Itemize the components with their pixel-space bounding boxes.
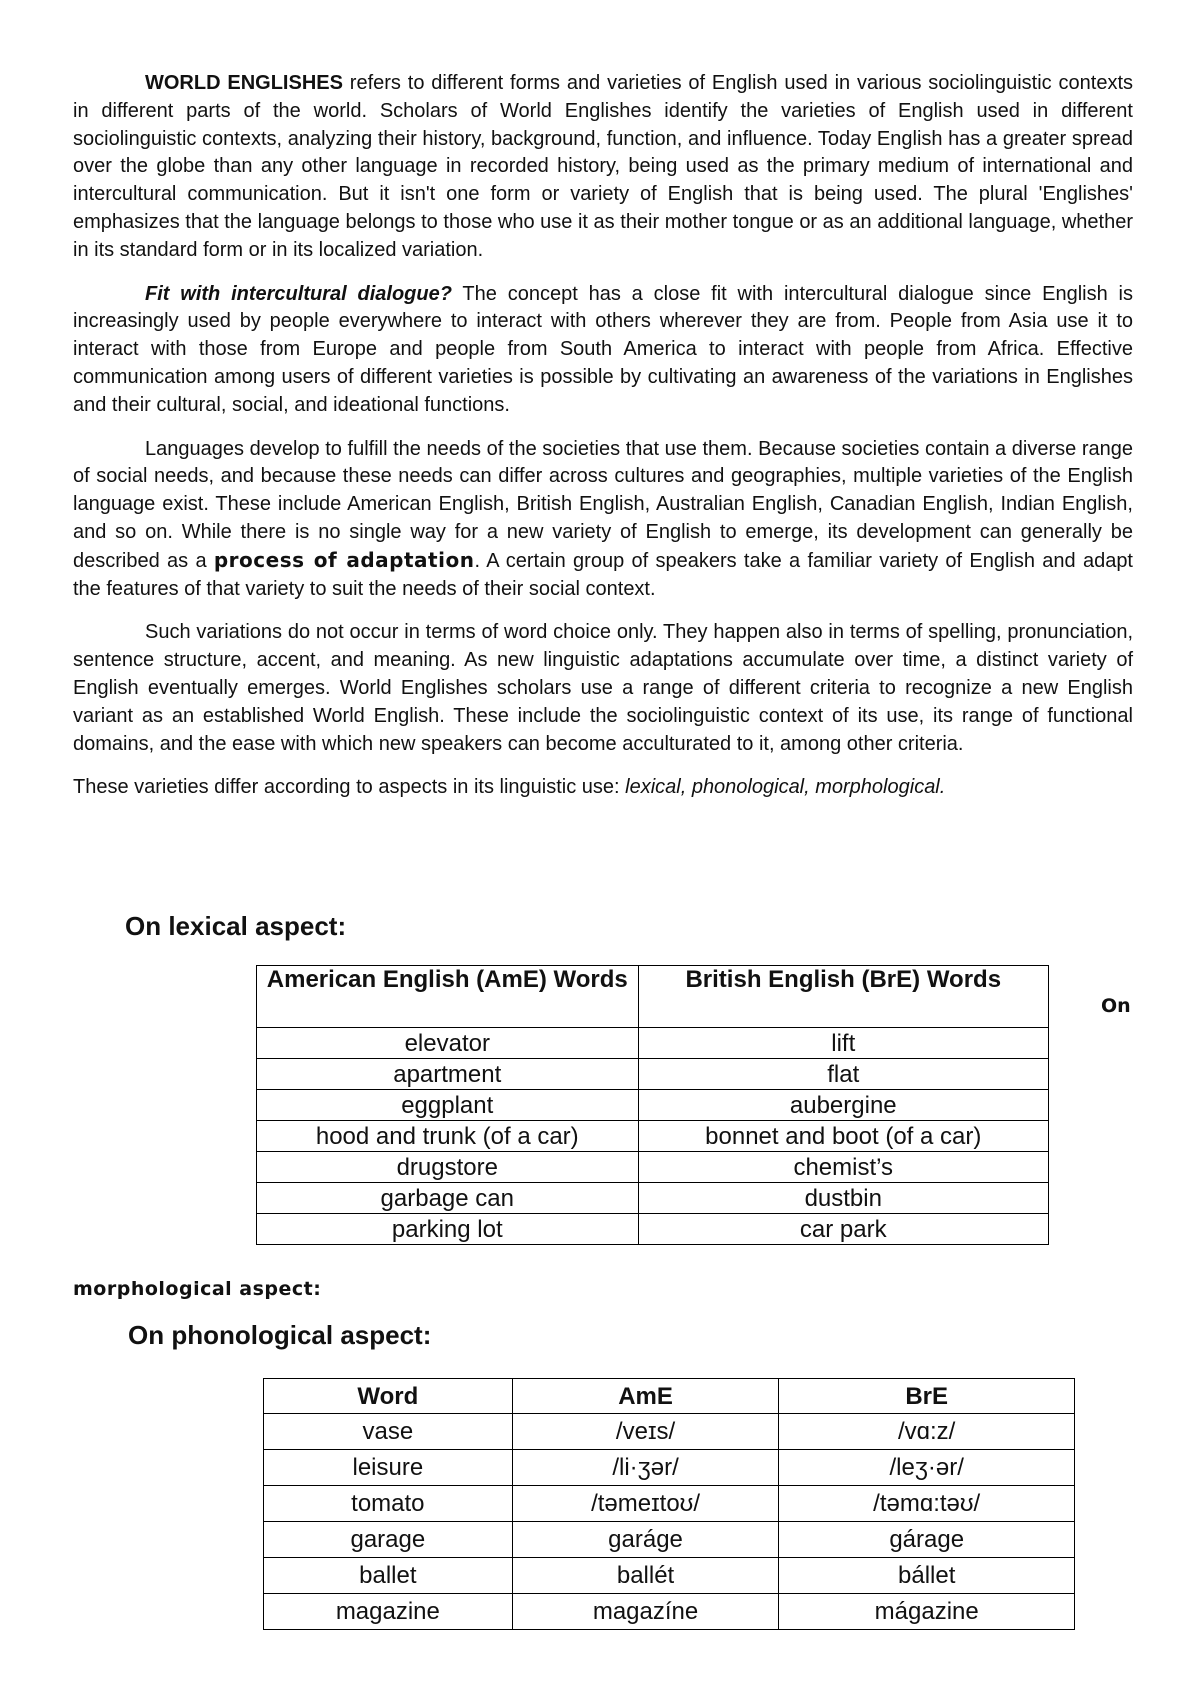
table-row [257, 1183, 1049, 1214]
table-row [264, 1450, 1075, 1486]
term-process-of-adaptation: process of adaptation [213, 547, 475, 572]
bre-word: aubergine [638, 1090, 1048, 1121]
table-row [257, 1121, 1049, 1152]
table-row [257, 1059, 1049, 1090]
ame-pronunciation: ballét [512, 1558, 779, 1594]
aspects-list: lexical, phonological, morphological. [625, 776, 946, 799]
ame-pronunciation: /li·ʒər/ [512, 1450, 779, 1486]
bre-word: lift [638, 1028, 1048, 1059]
bre-word: flat [638, 1059, 1048, 1090]
lexical-header-row [257, 966, 1049, 1028]
lexical-heading: On lexical aspect: [125, 911, 347, 941]
stray-on-label: On [1101, 995, 1131, 1017]
ame-pronunciation: garáge [512, 1522, 779, 1558]
table-row [257, 1028, 1049, 1059]
ame-word: eggplant [257, 1090, 639, 1121]
word-cell: tomato [264, 1486, 513, 1522]
ame-word: parking lot [257, 1214, 639, 1245]
paragraph-adaptation [73, 436, 1133, 604]
lexical-header-ame: American English (AmE) Words [257, 966, 639, 1028]
paragraph-world-englishes [73, 70, 1133, 265]
phonological-header-bre: BrE [779, 1379, 1075, 1414]
ame-pronunciation: /təmeɪtoʊ/ [512, 1486, 779, 1522]
phonological-heading: On phonological aspect: [128, 1320, 432, 1350]
phonological-header-row [264, 1379, 1075, 1414]
paragraph-text: refers to different forms and varieties of English used in various sociolinguistic contexts in different parts of the world. Scholars of World Englishes identify the varieties of English used in different sociolinguistic contexts, analyzing their history, background, function, and influence. Today English has a greater spread over the globe than any other language in recorded history, being used as the primary medium of international and intercultural communication. But it isn't one form or variety of English that is being used. The plural 'Englishes' emphasizes that the language belongs to those who use it as their mother tongue or as an additional language, whether in its standard form or in its localized variation. [73, 72, 1134, 261]
table-row [264, 1414, 1075, 1450]
bre-pronunciation: gárage [779, 1522, 1075, 1558]
ame-pronunciation: magazíne [512, 1594, 779, 1630]
paragraph-intercultural-dialogue [73, 281, 1133, 420]
bre-word: car park [638, 1214, 1048, 1245]
bre-pronunciation: mágazine [779, 1594, 1075, 1630]
bre-word: bonnet and boot (of a car) [638, 1121, 1048, 1152]
table-row [257, 1214, 1049, 1245]
table-row [264, 1522, 1075, 1558]
paragraph-text: The concept has a close fit with intercultural dialogue since English is increasingly used by people everywhere to interact with others wherever they are from. People from Asia use it to interact with those from Europe and people from South America to interact with people from Africa. Effective communication among users of different varieties is possible by cultivating an awareness of the variations in Englishes and their cultural, social, and ideational functions. [73, 282, 1133, 416]
ame-word: drugstore [257, 1152, 639, 1183]
bre-pronunciation: /təmɑ:təʊ/ [779, 1486, 1075, 1522]
paragraph-text: Such variations do not occur in terms of word choice only. They happen also in terms of spelling, pronunciation, sentence structure, accent, and meaning. As new linguistic adaptations accumulate over time, a distinct variety of English eventually emerges. World Englishes scholars use a range of different criteria to recognize a new English variant as an established World English. These include the sociolinguistic context of its use, its range of functional domains, and the ease with which new speakers can become acculturated to it, among other criteria. [73, 621, 1133, 755]
phonological-table [263, 1378, 1075, 1630]
table-row [257, 1090, 1049, 1121]
bre-pronunciation: /leʒ·ər/ [779, 1450, 1075, 1486]
ame-word: elevator [257, 1028, 639, 1059]
term-world-englishes: WORLD ENGLISHES [145, 72, 343, 94]
paragraph-text: These varieties differ according to aspects in its linguistic use: [73, 776, 626, 799]
word-cell: ballet [264, 1558, 513, 1594]
word-cell: garage [264, 1522, 513, 1558]
table-row [264, 1558, 1075, 1594]
paragraph-aspects [73, 774, 1133, 802]
phonological-header-ame: AmE [512, 1379, 779, 1414]
ame-word: hood and trunk (of a car) [257, 1121, 639, 1152]
lexical-table [256, 965, 1049, 1245]
lexical-header-bre: British English (BrE) Words [638, 966, 1048, 1028]
bre-pronunciation: bállet [779, 1558, 1075, 1594]
table-row [257, 1152, 1049, 1183]
table-row [264, 1594, 1075, 1630]
ame-word: garbage can [257, 1183, 639, 1214]
morphological-aspect-label: morphological aspect: [73, 1278, 322, 1300]
word-cell: leisure [264, 1450, 513, 1486]
bre-word: chemist’s [638, 1152, 1048, 1183]
paragraph-text: Languages develop to fulfill the needs of the societies that use them. Because societies contain a diverse range of social needs, and because these needs can differ across cultures and geographies, multiple varieties of the English language exist. These include American English, British English, Australian English, Canadian English, Indian English, and so on. While there is no single way for a new variety of English to emerge, its development can generally be described as a [73, 437, 1133, 572]
paragraph-variations [73, 619, 1133, 758]
word-cell: magazine [264, 1594, 513, 1630]
bre-pronunciation: /vɑ:z/ [779, 1414, 1075, 1450]
bre-word: dustbin [638, 1183, 1048, 1214]
document-body [73, 70, 1133, 818]
term-fit-intercultural: Fit with intercultural dialogue? [145, 282, 452, 305]
table-row [264, 1486, 1075, 1522]
ame-pronunciation: /veɪs/ [512, 1414, 779, 1450]
word-cell: vase [264, 1414, 513, 1450]
paragraph-text: . A certain group of speakers take a familiar variety of English and adapt the features of that variety to suit the needs of their social context. [73, 549, 1133, 600]
ame-word: apartment [257, 1059, 639, 1090]
phonological-header-word: Word [264, 1379, 513, 1414]
